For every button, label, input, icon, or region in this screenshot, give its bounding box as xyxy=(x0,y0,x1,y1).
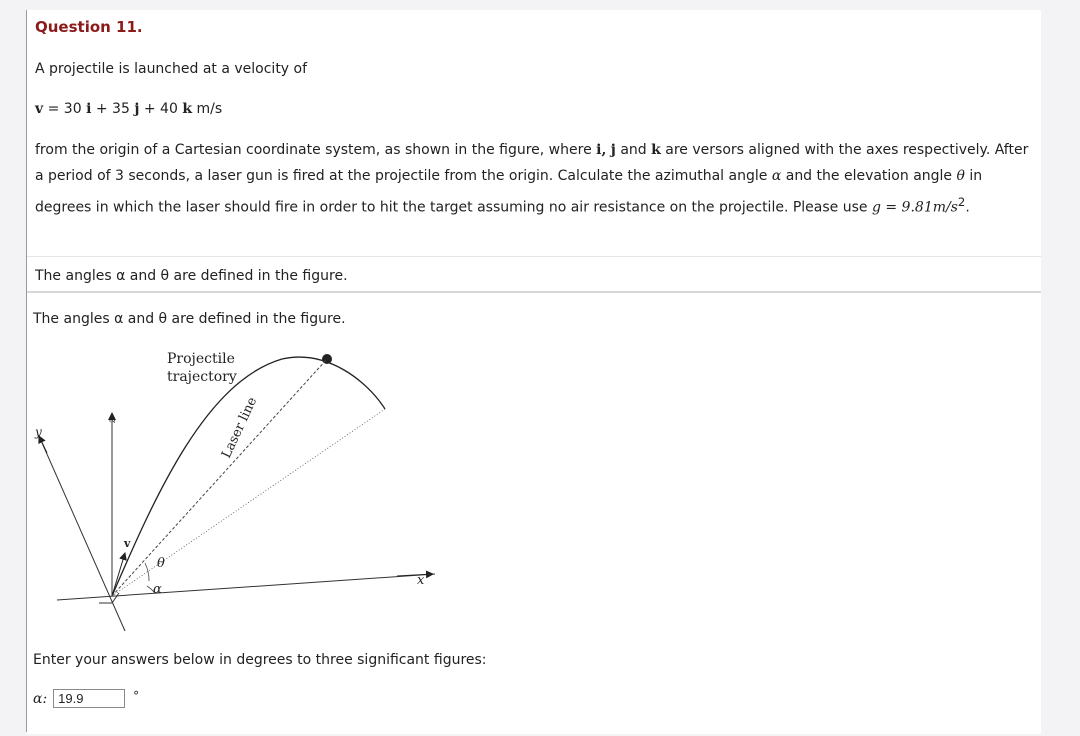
x-axis-line xyxy=(57,574,435,600)
g-end: . xyxy=(965,199,970,216)
label-laser-line: Laser line xyxy=(219,395,261,461)
laser-ground-projection xyxy=(112,409,385,596)
body-and: and xyxy=(620,142,647,158)
divider xyxy=(27,256,1041,257)
velocity-units: m/s xyxy=(196,101,223,117)
velocity-j-coef: 35 xyxy=(112,101,130,117)
velocity-i-coef: 30 xyxy=(63,101,82,117)
velocity-equation: v = 30 i + 35 j + 40 k m/s xyxy=(35,101,223,117)
velocity-vector xyxy=(112,553,125,596)
velocity-k-coef: 40 xyxy=(160,101,178,117)
velocity-k-unit: k xyxy=(182,101,193,117)
answer-label: α: xyxy=(33,690,48,707)
label-y-axis: y xyxy=(35,425,42,439)
velocity-symbol: v xyxy=(35,101,44,117)
label-projectile: Projectile xyxy=(167,351,235,367)
intro-text: A projectile is launched at a velocity of xyxy=(35,61,308,77)
label-x-axis: x xyxy=(417,573,425,588)
velocity-i-unit: i xyxy=(86,101,92,117)
velocity-eq: = xyxy=(47,101,60,117)
panel-angles-note: The angles α and θ are defined in the figure. xyxy=(33,311,346,327)
g-expression: g = 9.81m/s xyxy=(871,199,958,216)
problem-body xyxy=(35,137,1035,221)
label-theta: θ xyxy=(157,556,165,571)
label-z-axis: z xyxy=(107,417,118,423)
alpha-answer-input[interactable] xyxy=(53,689,125,708)
body-part-2: are versors aligned with the axes respectively. After a period of 3 seconds, a laser gun is fired at the projectile from the origin. Calculate the azimuthal angle xyxy=(35,142,1029,184)
body-alpha: α xyxy=(771,168,782,184)
laser-line xyxy=(112,359,327,596)
answer-unit: ° xyxy=(133,688,140,703)
velocity-j-unit: j xyxy=(134,101,140,117)
figure-panel xyxy=(27,291,1041,734)
instructions-text: Enter your answers below in degrees to three significant figures: xyxy=(33,652,487,668)
answer-row xyxy=(33,689,139,708)
body-part-3: and the elevation angle xyxy=(785,168,953,184)
label-velocity: v xyxy=(124,537,131,550)
projectile-trajectory xyxy=(112,357,385,596)
question-page xyxy=(26,10,1041,732)
body-part-4: in degrees in which the laser should fire in order to hit the target assuming no air resistance on the projectile. Please use xyxy=(35,168,983,216)
body-j: j xyxy=(610,142,616,158)
question-title: Question 11. xyxy=(35,18,143,36)
label-trajectory: trajectory xyxy=(167,369,237,385)
body-theta: θ xyxy=(956,168,965,184)
g-exponent: 2 xyxy=(957,195,966,209)
angles-note-text: The angles α and θ are defined in the figure. xyxy=(35,268,348,284)
body-part-1: from the origin of a Cartesian coordinate system, as shown in the figure, where xyxy=(35,142,592,158)
projectile-figure xyxy=(27,341,447,636)
body-k: k xyxy=(651,142,661,158)
label-alpha: α xyxy=(153,582,162,597)
body-i: i, xyxy=(596,142,607,158)
